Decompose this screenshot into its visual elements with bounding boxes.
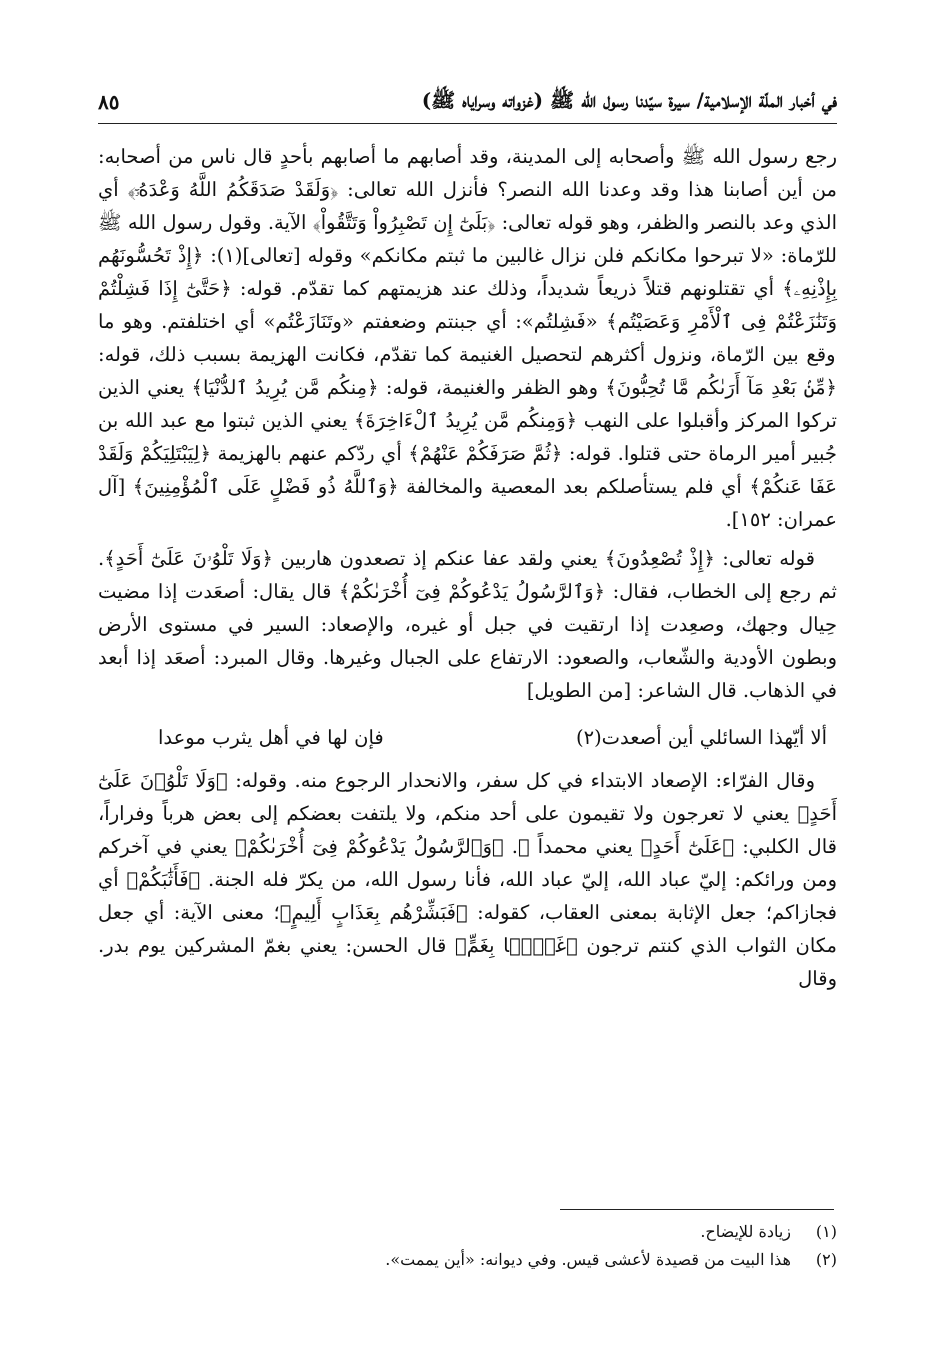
footnote-divider [560,1209,834,1210]
text-line: قوله تعالى: ﴿إِذْ تُصْعِدُونَ﴾ يعني ولقد عفا عنكم إذ تصعدون هاربين ﴿وَلَا [233,547,815,570]
verse-hemistich-1: ألا أيّهذا السائلي أين أصعدت(٢) [575,726,827,749]
footnote-number: (٢) [815,1250,837,1269]
text-line: أصحابه: من أين أصابنا هذا وقد وعدنا الله النصر؟ فأنزل الله تعالى: ﴿وَلَقَدْ صَدَقَكُمُ [98,145,837,201]
header-title: في أخبار الملّة الإسلامية/ سيرة سيّدنا رسول الله ﷺ (غزواته وسراياه ﷺ) [421,87,837,112]
text-line: الآية. وقول رسول الله ﷺ للرّماة: «لا تبرحوا مكانكم فلن نزال غالبين ما ثبتم [98,211,837,267]
footnote [300,1218,837,1246]
footnotes [300,1218,837,1274]
text-line: مكانكم» وقوله [تعالى](١): ﴿إِذْ تَحُسُّونَهُم بِإِذْنِهِۦ﴾ أي تقتلونهم قتلاً ذريعاً شديداً، [98,244,838,300]
text-line: أو غيره، والإصعاد: السير في مستوى الأرض وبطون الأودية والشّعاب، والصعود: [98,613,837,669]
paragraph-3 [98,764,837,995]
text-line: ﴿وَٱلرَّسُولُ يَدْعُوكُمْ فِىٓ أُخْرَىٰكُمْ﴾ يعني في آخركم ومن ورائكم: إليّ عباد الله، إليّ [98,835,837,891]
footnote-text: هذا البيت من قصيدة لأعشى قيس. وفي ديوانه: «أين يممت». [385,1250,791,1269]
text-line: عباد الله، فأنا رسول الله، من يكرّ فله الجنة. ﴿فَأَثَٰبَكُمْ﴾ أي فجازاكم؛ جعل الإثابة [98,868,838,924]
text-line: الرّماة، ونزول أكثرهم لتحصيل الغنيمة كما تقدّم، فكانت الهزيمة بسبب ذلك، قوله: [98,343,765,366]
poetry-verse [98,721,837,754]
page-number: ٨٥ [98,90,120,114]
text-line: وذلك عند هزيمتهم كما تقدّم. قوله: ﴿حَتَّىٰٓ إِذَا فَشِلْتُمْ وَتَنَٰزَعْتُمْ فِى ٱلْأَمْرِ [98,277,838,333]
text-line: عَنْهُمْ﴾ أي ردّكم عنهم بالهزيمة ﴿لِيَبْتَلِيَكُمْ وَلَقَدْ عَفَا عَنكُمْ﴾ أي فلم يستأصلكم [98,442,837,498]
text-line: الذي كنتم ترجون ﴿غَمًّۢا بِغَمٍّ﴾ قال الحسن: يعني بغمّ المشركين يوم بدر. وقال [98,934,837,990]
running-header [98,84,837,120]
text-line: أُخْرَىٰكُمْ﴾ قال يقال: أصعَدت إذا مضيت حِيال وجهك، وصعِدت إذا ارتقيت في جبل [98,580,837,636]
text-line: بعد المعصية والمخالفة ﴿وَٱللَّهُ ذُو فَضْلٍ عَلَى ٱلْمُؤْمِنِينَ﴾ [آل عمران: ١٥٢]. [98,475,837,531]
text-line: [من الطويل] [526,679,632,702]
text-line: ٱلدُّنْيَا﴾ يعني الذين تركوا المركز وأقبلوا على النهب ﴿وَمِنكُم مَّن يُرِيدُ ٱلْءَاخِرَةَ﴾ [98,376,837,432]
paragraph-2 [98,542,837,707]
footnote-text: زيادة للإيضاح. [700,1222,791,1241]
text-line: ﴿وَلَا تَلْوُۥنَ عَلَىٰٓ أَحَدٍ﴾ يعني لا تعرجون ولا تقيمون على أحد منكم، ولا يلتفت [98,769,837,825]
text-line: يعني الذين ثبتوا مع عبد الله بن جُبير أمير الرماة حتى قتلوا. قوله: ﴿ثُمَّ صَرَفَكُمْ [98,409,837,465]
text-line: رجع رسول الله ﷺ وأصحابه إلى المدينة، وقد أصابهم ما أصابهم بأحدٍ قال ناس من [160,145,837,168]
text-line: ﴿مِّنۢ بَعْدِ مَآ أَرَىٰكُم مَّا تُحِبُّونَ﴾ وهو الظفر والغنيمة، قوله: ﴿مِنكُم مَّن يُرِيدُ [247,376,837,399]
header-divider [98,123,837,124]
footnote-number: (١) [815,1222,837,1241]
verse-hemistich-2: فإن لها في أهل يثرب موعدا [158,726,384,749]
main-text [98,140,837,995]
text-line: اللَّهُ وَعْدَهُۥٓ﴾ أي الذي وعد بالنصر والظفر، وهو قوله تعالى: ﴿بَلَىٰٓ إِن تَصْبِرُواْ وَتَتَّقُواْ﴾ [98,178,838,234]
text-line: بعضكم إلى بعض هرباً وفراراً، قال الكلبي: ﴿عَلَىٰٓ أَحَدٍ﴾ يعني محمداً ﷺ. [98,802,837,858]
text-line: تَلْوُۥنَ عَلَىٰٓ أَحَدٍ﴾. ثم رجع إلى الخطاب، فقال: ﴿وَٱلرَّسُولُ يَدْعُوكُمْ فِىٓ [98,547,837,603]
text-line: وَعَصَيْتُم﴾ «فَشِلتُم»: أي جبنتم وضعفتم «وتَنَازَعْتُم» أي اختلفتم. وهو ما وقع بين [98,310,836,366]
text-line: بمعنى العقاب، كقوله: ﴿فَبَشِّرْهُم بِعَذَابٍ أَلِيمٍ﴾؛ معنى الآية: أي جعل مكان الثواب [98,901,837,957]
paragraph-1 [98,140,837,536]
footnote [300,1246,837,1274]
text-line: وقال الفرّاء: الإصعاد الابتداء في كل سفر، والانحدار الرجوع منه. وقوله: [227,769,815,792]
text-line: الارتفاع على الجبال وغيرها. وقال المبرد: أصعَد إذا أبعد في الذهاب. قال الشاعر: [98,646,837,702]
